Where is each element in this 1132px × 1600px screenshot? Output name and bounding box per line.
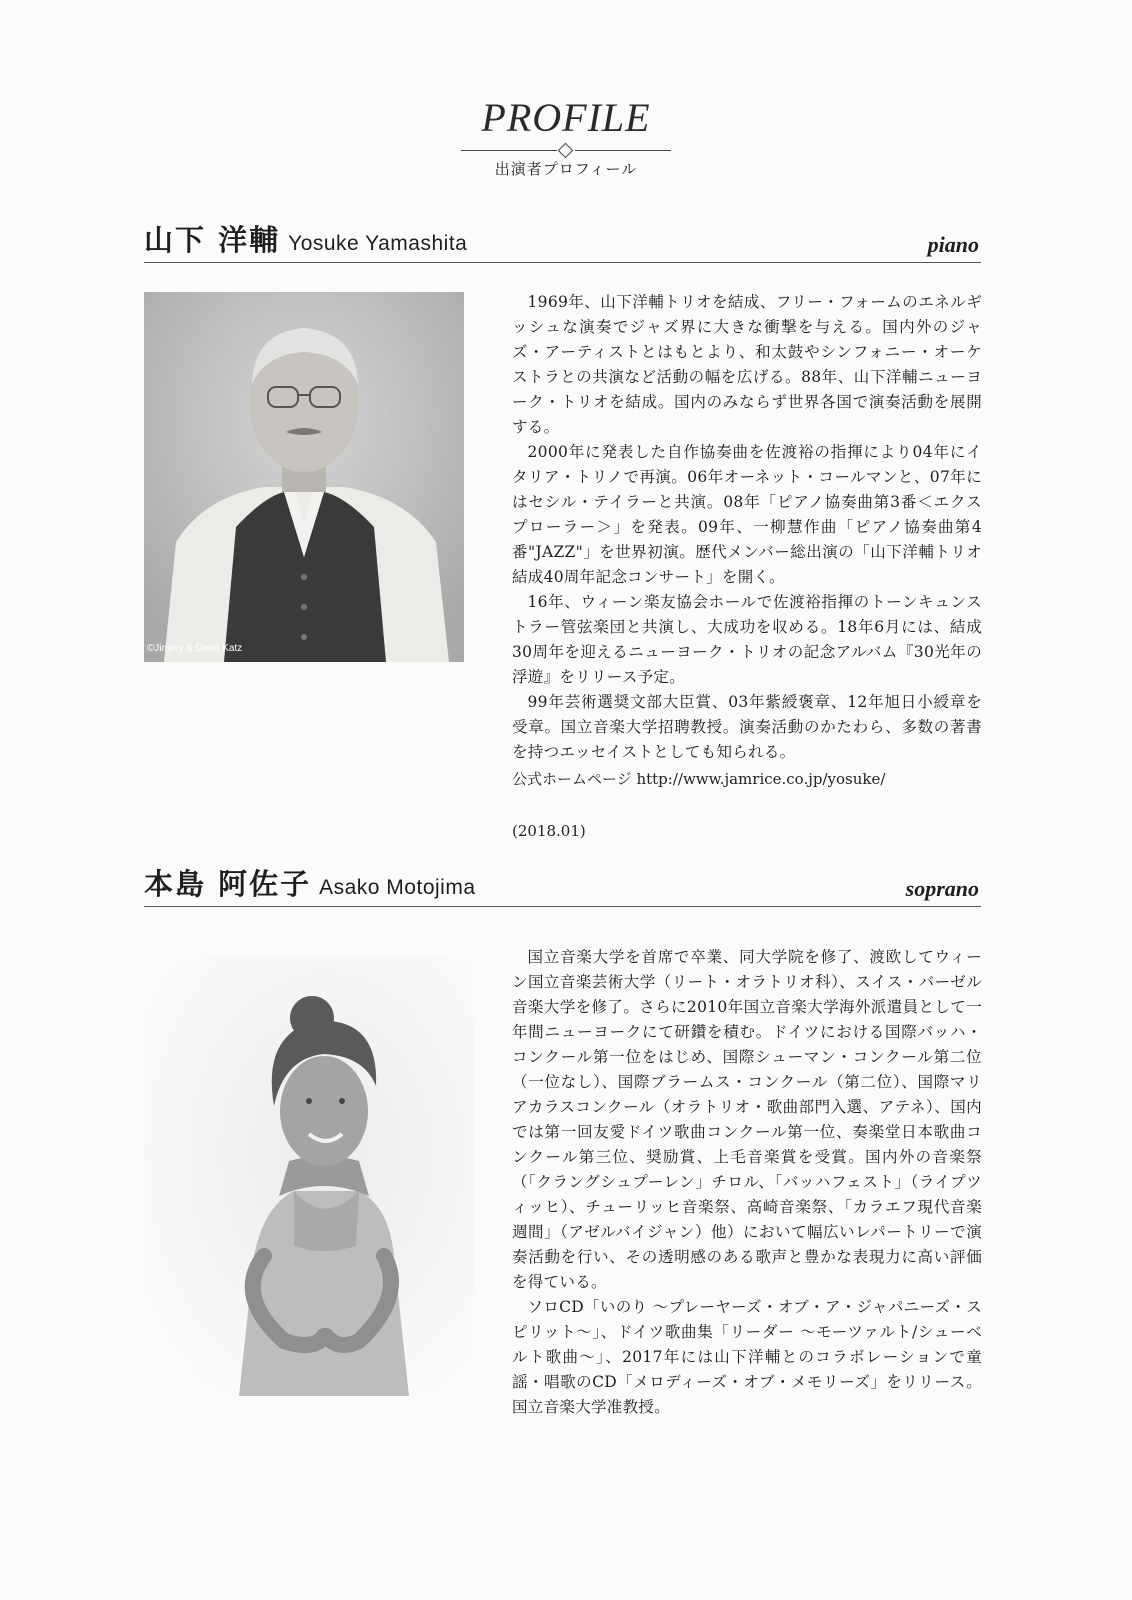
bio-paragraph: ソロCD「いのり ～プレーヤーズ・オブ・ア・ジャパニーズ・スピリット～」、ドイツ歌曲集「リーダー ～モーツァルト/シューベルト歌曲～」、2017年には山下洋輔とのコラボレーションで童謡・唱歌のCD「メロディーズ・オブ・メモリーズ」をリリース。国立音楽大学准教授。 [512, 1298, 982, 1416]
profile-date: (2018.01) [512, 822, 586, 840]
page-subtitle: 出演者プロフィール [494, 160, 638, 178]
bio-paragraph: 国立音楽大学を首席で卒業、同大学院を修了、渡欧してウィーン国立音楽芸術大学（リート・オラトリオ科）、スイス・バーゼル音楽大学を修了。さらに2010年国立音楽大学海外派遣員として一年間ニューヨークにて研鑽を積む。ドイツにおける国際バッハ・コンクール第一位をはじめ、国際シューマン・コンクール第二位（一位なし）、国際ブラームス・コンクール（第二位）、国際マリアカラスコンクール（オラトリオ・歌曲部門入選、アテネ）、国内では第一回友愛ドイツ歌曲コンクール第一位、奏楽堂日本歌曲コンクール第三位、奨励賞、上毛音楽賞を受賞。国内外の音楽祭（「クラングシュプーレン」チロル、「バッハフェスト」（ライプツィッヒ）、チューリッヒ音楽祭、高崎音楽祭、「カラエフ現代音楽週間」（アゼルバイジャン）他）において幅広いレパートリーで演奏活動を行い、その透明感のある歌声と豊かな表現力に高い評価を得ている。 [512, 948, 982, 1291]
photo-credit: ©Jimmy & Dena Katz [147, 643, 243, 654]
artist-1-instrument: piano [927, 232, 979, 257]
artist-1-biography [512, 290, 982, 765]
artist-2-biography [512, 945, 982, 1420]
ornament-diamond-icon [558, 143, 574, 159]
bio-paragraph: 2000年に発表した自作協奏曲を佐渡裕の指揮により04年にイタリア・トリノで再演。06年オーネット・コールマンと、07年にはセシル・テイラーと共演。08年「ピアノ協奏曲第3番＜エクスプローラー＞」を発表。09年、一柳慧作曲「ピアノ協奏曲第4番"JAZZ"」を世界初演。歴代メンバー総出演の「山下洋輔トリオ結成40周年記念コンサート」を開く。 [512, 443, 982, 586]
artist-2-photo [144, 956, 474, 1396]
bio-paragraph: 99年芸術選奨文部大臣賞、03年紫綬褒章、12年旭日小綬章を受章。国立音楽大学招聘教授。演奏活動のかたわら、多数の著書を持つエッセイストとしても知られる。 [512, 693, 982, 761]
artist-1-name-en: Yosuke Yamashita [288, 232, 468, 255]
artist-1-name-jp: 山下 洋輔 [144, 223, 281, 257]
artist-1-name-row [144, 222, 981, 263]
artist-2-name-en: Asako Motojima [319, 876, 476, 899]
artist-1-name [144, 218, 467, 259]
ornament-line-right [575, 150, 671, 151]
artist-2-name [144, 862, 476, 903]
ornament-line-left [461, 150, 557, 151]
artist-2-instrument: soprano [905, 876, 979, 901]
page-header [0, 94, 1132, 179]
bio-paragraph: 1969年、山下洋輔トリオを結成、フリー・フォームのエネルギッシュな演奏でジャズ界に大きな衝撃を与える。国内外のジャズ・アーティストとはもとより、和太鼓やシンフォニー・オーケストラとの共演など活動の幅を広げる。88年、山下洋輔ニューヨーク・トリオを結成。国内のみならず世界各国で演奏活動を展開する。 [512, 293, 982, 436]
page-title: PROFILE [481, 95, 651, 140]
bio-paragraph: 16年、ウィーン楽友協会ホールで佐渡裕指揮のトーンキュンストラー管弦楽団と共演し、大成功を収める。18年6月には、結成30周年を迎えるニューヨーク・トリオの記念アルバム『30光年の浮遊』をリリース予定。 [512, 593, 982, 686]
title-ornament [461, 144, 671, 158]
artist-2-name-row [144, 866, 981, 907]
artist-1-portrait-illustration [144, 292, 464, 662]
artist-2-name-jp: 本島 阿佐子 [144, 867, 312, 901]
artist-2-portrait-illustration [144, 956, 474, 1396]
official-homepage: 公式ホームページ http://www.jamrice.co.jp/yosuke/ [512, 770, 886, 788]
artist-1-photo [144, 292, 464, 662]
